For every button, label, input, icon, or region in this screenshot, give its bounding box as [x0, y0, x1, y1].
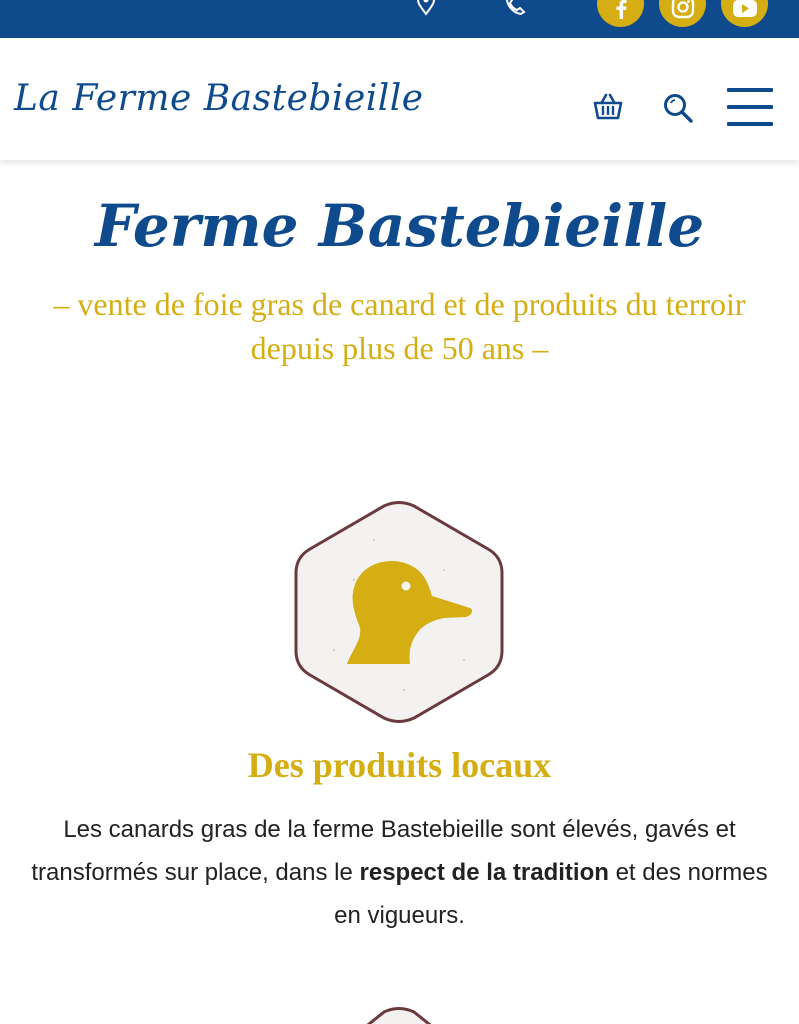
- feature-text-end: et des normes en vigueurs.: [334, 859, 768, 929]
- site-header: [0, 38, 799, 160]
- menu-line: [727, 122, 773, 126]
- feature-text-bold: respect de la tradition: [359, 859, 609, 886]
- menu-icon[interactable]: [727, 88, 773, 126]
- menu-line: [727, 88, 773, 92]
- menu-line: [727, 105, 773, 109]
- duck-head-icon: [294, 500, 504, 724]
- feature-title: Des produits locaux: [247, 745, 552, 785]
- hero-subtitle: – vente de foie gras de canard et de produits du terroir depuis plus de 50 ans –: [53, 286, 746, 366]
- next-feature-badge: [294, 1004, 504, 1024]
- feature-text-start: Les canards gras de la ferme Bastebieille sont élevés, gavés et transformés sur place, dans le: [31, 816, 736, 886]
- search-icon[interactable]: [662, 92, 694, 128]
- basket-icon[interactable]: [592, 93, 624, 125]
- feature-description: [30, 808, 769, 937]
- youtube-icon[interactable]: [721, 0, 768, 27]
- site-logo[interactable]: La Ferme Bastebieille: [14, 78, 424, 119]
- phone-icon[interactable]: [504, 0, 528, 20]
- instagram-icon[interactable]: [659, 0, 706, 27]
- top-bar: [0, 0, 799, 38]
- facebook-icon[interactable]: [597, 0, 644, 27]
- map-pin-icon[interactable]: [414, 0, 438, 20]
- hero-title: Ferme Bastebieille: [94, 192, 705, 260]
